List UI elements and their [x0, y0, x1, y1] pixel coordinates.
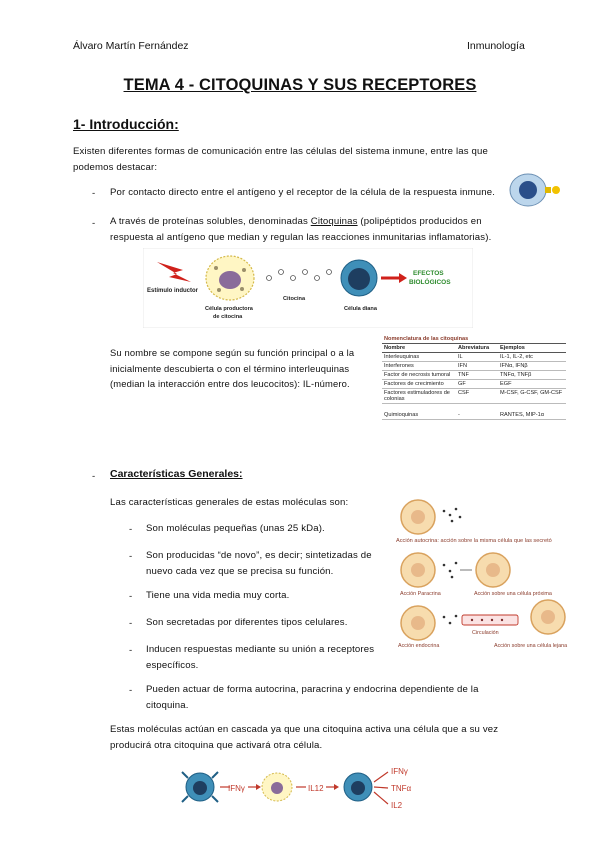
general-item-2	[146, 548, 372, 579]
molecule-dot	[459, 516, 462, 519]
page-title: TEMA 4 - CITOQUINAS Y SUS RECEPTORES	[123, 76, 477, 94]
molecule-dot	[449, 622, 452, 625]
table-row	[382, 389, 566, 404]
cytokine-dot	[303, 270, 308, 275]
molecule-dot	[501, 619, 503, 621]
text-span: A través de proteínas solubles, denominadas	[110, 216, 311, 227]
general-item-2-line-2: nuevo cada vez que se precisa su función.	[146, 565, 334, 577]
stimulus-label: Estímulo inductor	[147, 288, 198, 294]
general-item-6-line-2: citoquina.	[146, 699, 189, 711]
table-cell: TNFα, TNFβ	[498, 371, 566, 380]
table-cell: Quimioquinas	[382, 404, 456, 420]
cascade-line-1: Estas moléculas actúan en cascada ya que una citoquina activa una célula que a su vez	[110, 724, 499, 735]
table-cell: IL-1, IL-2, etc	[498, 353, 566, 362]
table-cell: Interleuquinas	[382, 353, 456, 362]
paracrine-molecules	[443, 562, 458, 579]
bullet-dash: -	[129, 685, 133, 696]
bullet-dash: -	[92, 188, 96, 199]
cytokines-term: Citoquinas	[310, 216, 358, 227]
header-subject: Inmunología	[467, 40, 525, 52]
molecule-dot	[451, 520, 454, 523]
vesicle	[214, 266, 218, 270]
arrowhead-icon	[334, 784, 339, 790]
bullet-dash: -	[129, 591, 133, 602]
table-row	[382, 362, 566, 371]
bullet-cytokines-line-1	[110, 214, 491, 230]
header-author: Álvaro Martín Fernández	[73, 40, 189, 52]
endocrine-caption: Acción endocrina	[398, 643, 440, 649]
general-lead: Las características generales de estas moléculas son:	[110, 497, 349, 508]
bullet-cytokines	[110, 214, 491, 245]
autocrine-nucleus	[411, 510, 425, 524]
table-cell: Factores estimuladores de colonias	[382, 389, 456, 404]
macrophage-nucleus	[193, 781, 207, 795]
naming-line-3: (median la interacción entre dos leucocitos): IL-número.	[110, 378, 350, 389]
bullet-dash: -	[129, 618, 133, 629]
paracrine-nucleus	[411, 563, 425, 577]
table-row	[382, 380, 566, 389]
distant-nucleus	[541, 610, 555, 624]
table-cell: -	[456, 404, 498, 420]
general-item-6-line-1: Pueden actuar de forma autocrina, paracrina y endocrina dependiente de la	[146, 684, 479, 695]
dendritic-nucleus	[271, 782, 283, 794]
bullet-dash: -	[92, 471, 96, 482]
producer-nucleus	[219, 271, 241, 289]
table-cell: IFN	[456, 362, 498, 371]
general-item-4: Son secretadas por diferentes tipos celulares.	[146, 617, 348, 628]
table-row	[382, 404, 566, 420]
table-cell: IFNα, IFNβ	[498, 362, 566, 371]
table-cell: TNF	[456, 371, 498, 380]
table-cell: RANTES, MIP-1α	[498, 404, 566, 420]
general-item-3: Tiene una vida media muy corta.	[146, 590, 290, 601]
cytokine-dot	[315, 276, 320, 281]
distant-caption: Acción sobre una célula lejana	[494, 643, 568, 649]
lymphocyte-nucleus	[519, 181, 537, 199]
receptor-shape	[545, 187, 551, 193]
vesicle	[217, 288, 221, 292]
table-cell: Factor de necrosis tumoral	[382, 371, 456, 380]
cascade-paragraph	[110, 722, 498, 753]
bullet-dash: -	[129, 524, 133, 535]
text-span: (polipéptidos producidos en	[357, 216, 482, 227]
circulation-vessel	[462, 615, 518, 625]
table-caption: Nomenclatura de las citoquinas	[382, 335, 566, 344]
table-row	[382, 371, 566, 380]
naming-line-2: inicialmente descubierta o con el término interleuquinas	[110, 362, 350, 374]
bullet-contact: Por contacto directo entre el antígeno y el receptor de la célula de la respuesta inmune.	[110, 187, 496, 198]
naming-line-1: Su nombre se compone según su función principal o a la	[110, 347, 355, 358]
cascade-line-2: producirá otra citoquina que activará otra célula.	[110, 739, 323, 751]
vesicle	[240, 287, 244, 291]
output-tnf: TNFα	[391, 784, 412, 793]
molecule-dot	[443, 616, 446, 619]
vesicle	[242, 268, 246, 272]
molecule-dot	[481, 619, 483, 621]
general-item-1: Son moléculas pequeñas (unas 25 kDa).	[146, 523, 325, 534]
cascade-figure	[176, 760, 436, 818]
producer-label-2: de citocina	[213, 314, 243, 320]
cytokine-label: Citocina	[283, 296, 306, 302]
output-arrows	[374, 772, 388, 804]
endocrine-molecules	[443, 615, 458, 625]
general-item-5-line-2: específicos.	[146, 659, 199, 671]
cascade-first-label: IFNγ	[228, 784, 245, 793]
cytokine-action-figure	[143, 248, 473, 328]
bullet-cytokines-line-2: respuesta al antígeno que median y regulan las reacciones inmunitarias inflamatorias).	[110, 231, 492, 243]
molecule-dot	[455, 615, 458, 618]
molecule-dot	[471, 619, 473, 621]
table-cell: EGF	[498, 380, 566, 389]
bullet-dash: -	[129, 645, 133, 656]
bullet-dash: -	[92, 218, 96, 229]
molecule-dot	[449, 514, 452, 517]
table-cell: IL	[456, 353, 498, 362]
table-cell: CSF	[456, 389, 498, 404]
table-header-name: Nombre	[382, 344, 456, 353]
bullet-dash: -	[129, 551, 133, 562]
table-header-abbr: Abreviatura	[456, 344, 498, 353]
intro-line-1: Existen diferentes formas de comunicación entre las células del sistema inmune, entre las que	[73, 146, 488, 157]
general-heading: Características Generales:	[110, 468, 243, 480]
molecule-dot	[449, 570, 452, 573]
molecule-dot	[443, 510, 446, 513]
general-item-6	[146, 682, 479, 713]
intro-paragraph	[73, 144, 488, 175]
molecule-dot	[491, 619, 493, 621]
autocrine-caption: Acción autocrina: acción sobre la misma célula que las secretó	[396, 538, 552, 544]
section-heading-intro: 1- Introducción:	[73, 116, 179, 132]
antigen-shape	[552, 186, 560, 194]
producer-label-1: Célula productora	[205, 306, 253, 312]
target-label: Célula diana	[344, 306, 377, 312]
effects-label-2: BIOLÓGICOS	[409, 279, 451, 286]
output-ifn: IFNγ	[391, 767, 408, 776]
molecule-dot	[451, 576, 454, 579]
table-header-examples: Ejemplos	[498, 344, 566, 353]
general-item-2-line-1: Son producidas “de novo”, es decir; sintetizadas de	[146, 550, 372, 561]
cascade-second-label: IL12	[308, 784, 324, 793]
action-types-figure	[394, 495, 594, 655]
nomenclature-table	[382, 335, 566, 420]
cytokine-dot	[327, 270, 332, 275]
nearby-caption: Acción sobre una célula próxima	[474, 591, 552, 597]
autocrine-molecules	[443, 508, 462, 523]
naming-paragraph	[110, 345, 354, 392]
molecule-dot	[455, 562, 458, 565]
effects-label-1: EFECTOS	[413, 270, 444, 277]
general-item-5-line-1: Inducen respuestas mediante su unión a receptores	[146, 644, 375, 655]
molecule-dot	[455, 508, 458, 511]
endocrine-nucleus	[411, 616, 425, 630]
output-il2: IL2	[391, 801, 403, 810]
t-cell-nucleus	[351, 781, 365, 795]
arrowhead-icon	[256, 784, 261, 790]
antigen-contact-figure	[506, 171, 562, 209]
general-item-5	[146, 642, 374, 673]
nearby-nucleus	[486, 563, 500, 577]
paracrine-caption: Acción Paracrina	[400, 591, 441, 597]
cytokine-dot	[291, 276, 296, 281]
nomenclature-table-box	[382, 335, 566, 420]
intro-line-2: podemos destacar:	[73, 161, 158, 173]
table-cell: GF	[456, 380, 498, 389]
circulation-caption: Circulación	[472, 630, 499, 636]
target-nucleus	[348, 268, 370, 290]
table-cell: Factores de crecimiento	[382, 380, 456, 389]
table-cell: Interferones	[382, 362, 456, 371]
molecule-dot	[443, 564, 446, 567]
cytokine-dot	[279, 270, 284, 275]
cytokine-dot	[267, 276, 272, 281]
table-row	[382, 353, 566, 362]
table-cell: M-CSF, G-CSF, GM-CSF	[498, 389, 566, 404]
